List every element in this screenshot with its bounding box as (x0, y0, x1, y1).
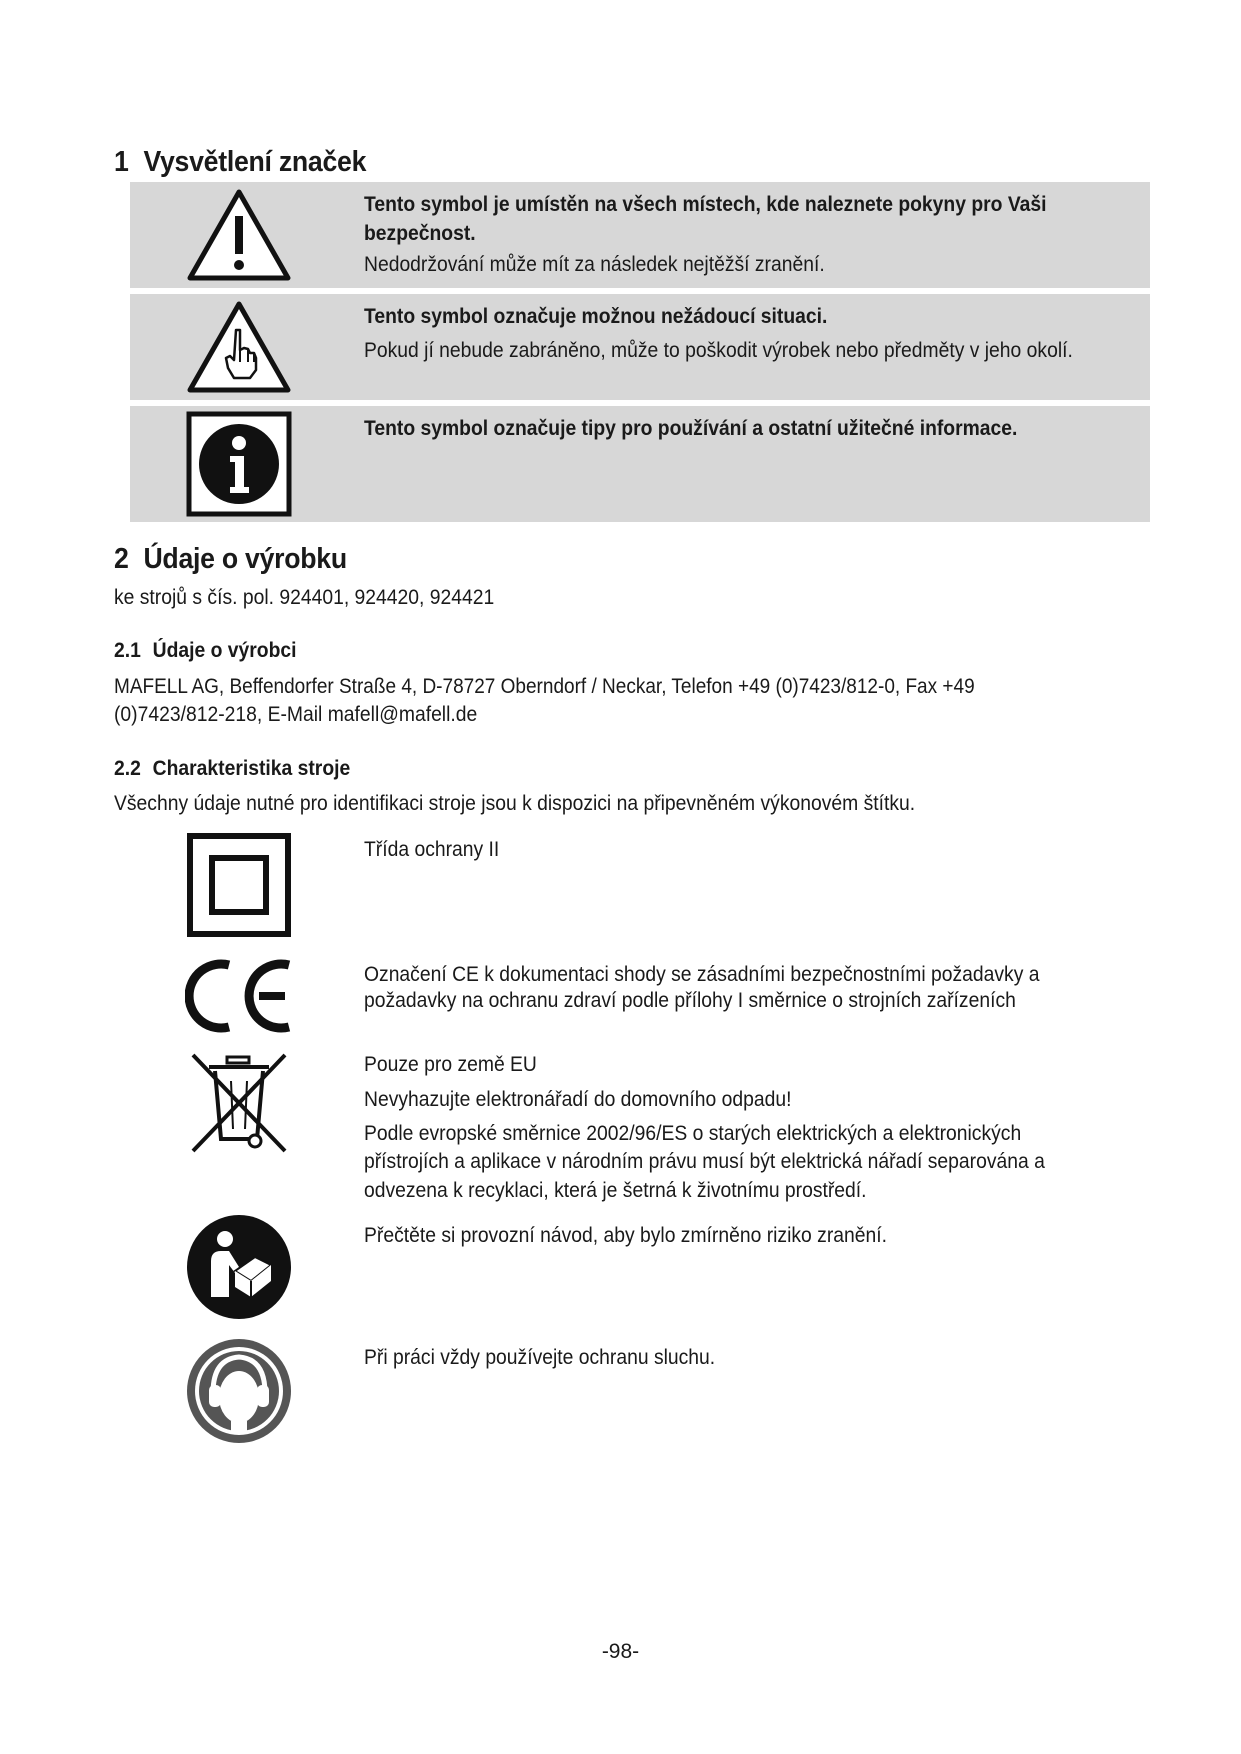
row1-line2: bezpečnost. (364, 222, 476, 245)
row1-line1: Tento symbol je umístěn na všech místech, kde naleznete pokyny pro Vaši (364, 193, 1047, 216)
section-2-heading (114, 543, 347, 576)
row3-line1: Tento symbol označuje tipy pro používání a ostatní užitečné informace. (364, 417, 1018, 440)
protection-class-ii-icon (186, 832, 292, 938)
warning-triangle-exclamation-icon (184, 186, 294, 284)
subsection-2-1-heading (114, 639, 297, 663)
read-manual-icon (184, 1212, 294, 1322)
machine-characteristics-intro: Všechny údaje nutné pro identifikaci stroje jsou k dispozici na připevněném výkonovém štítku. (114, 792, 916, 815)
section-title: Údaje o výrobku (143, 543, 347, 575)
ce-text-line-1: Označení CE k dokumentaci shody se zásadními bezpečnostními požadavky a (364, 963, 1040, 986)
manufacturer-line-2: (0)7423/812-218, E-Mail mafell@mafell.de (114, 703, 478, 726)
weee-text-line-5: odvezena k recyklaci, která je šetrná k životnímu prostředí. (364, 1179, 867, 1202)
section-title: Vysvětlení značek (143, 146, 367, 178)
section-number: 2 (114, 543, 129, 575)
section-number: 1 (114, 146, 129, 178)
manufacturer-line-1: MAFELL AG, Beffendorfer Straße 4, D-78727 Oberndorf / Neckar, Telefon +49 (0)7423/812-0, Fax +49 (114, 675, 975, 698)
subsection-title: Údaje o výrobci (152, 639, 297, 662)
hearing-protection-text: Při práci vždy používejte ochranu sluchu. (364, 1346, 716, 1369)
row2-line1: Tento symbol označuje možnou nežádoucí situaci. (364, 305, 828, 328)
hearing-protection-icon (184, 1336, 294, 1446)
section-1-heading (114, 146, 366, 179)
row1-line3: Nedodržování může mít za následek nejtěžší zranění. (364, 253, 825, 276)
info-icon (184, 410, 294, 518)
subsection-number: 2.2 (114, 757, 141, 780)
subsection-number: 2.1 (114, 639, 141, 662)
weee-text-line-3: Podle evropské směrnice 2002/96/ES o starých elektrických a elektronických (364, 1122, 1022, 1145)
weee-text-line-1: Pouze pro země EU (364, 1053, 537, 1076)
protection-class-text: Třída ochrany II (364, 838, 500, 861)
page-number: -98- (601, 1640, 640, 1663)
weee-text-line-2: Nevyhazujte elektronářadí do domovního odpadu! (364, 1088, 792, 1111)
row2-line2: Pokud jí nebude zabráněno, může to poškodit výrobek nebo předměty v jeho okolí. (364, 339, 1073, 362)
weee-text-line-4: přístrojích a aplikace v národním právu musí být elektrická nářadí separována a (364, 1150, 1045, 1173)
weee-crossed-bin-icon (186, 1048, 292, 1158)
ce-text-line-2: požadavky na ochranu zdraví podle přílohy I směrnice o strojních zařízeních (364, 989, 1016, 1012)
ce-mark-icon (184, 956, 294, 1036)
section-2-intro: ke strojů s čís. pol. 924401, 924420, 924421 (114, 586, 495, 609)
caution-triangle-hand-icon (184, 298, 294, 396)
read-manual-text: Přečtěte si provozní návod, aby bylo zmírněno riziko zranění. (364, 1224, 887, 1247)
subsection-2-2-heading (114, 757, 350, 781)
subsection-title: Charakteristika stroje (152, 757, 351, 780)
